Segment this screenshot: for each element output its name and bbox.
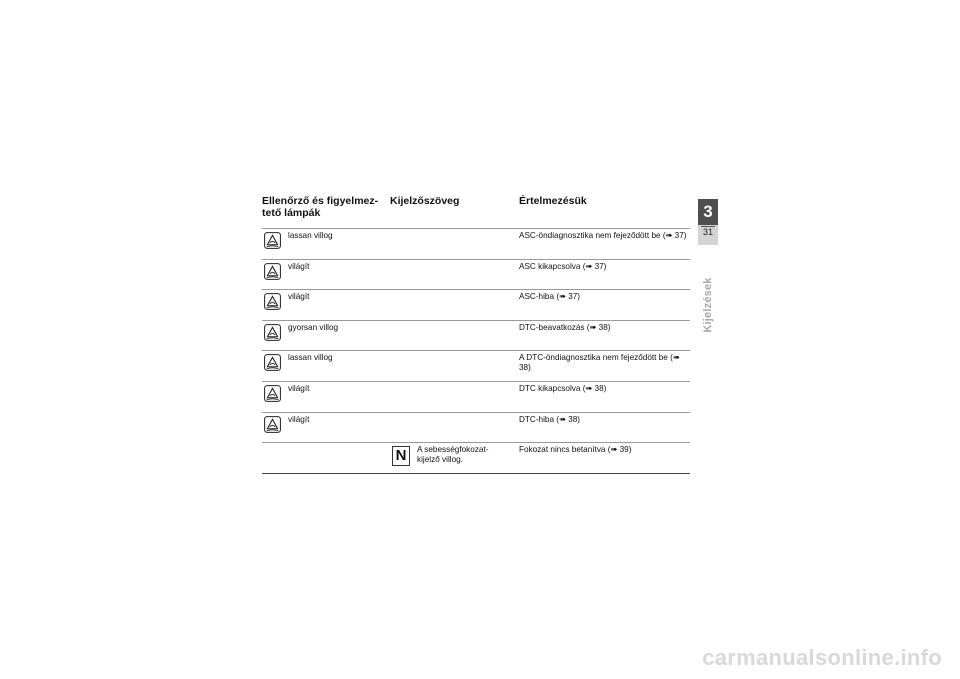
header-meaning: Értelmezésük	[519, 195, 587, 207]
lamp-state: világít	[288, 292, 310, 302]
chapter-number: 3	[698, 199, 718, 225]
display-text: A sebességfokozat-kijelző villog.	[417, 445, 489, 465]
lamp-state: gyorsan villog	[288, 322, 339, 332]
lamp-state: lassan villog	[288, 231, 333, 240]
meaning-text: Fokozat nincs betanítva (➠ 39)	[519, 445, 632, 455]
asc-dtc-warning-icon	[264, 354, 281, 371]
asc-dtc-warning-icon	[264, 263, 281, 280]
chapter-side-title: Kijelzések	[702, 277, 714, 333]
meaning-text: A DTC-öndiagnosztika nem fejeződött be (➠ 38)	[519, 353, 680, 373]
table-row	[262, 321, 690, 352]
asc-dtc-warning-icon	[264, 324, 281, 341]
header-lamps: Ellenőrző és figyelmez-tető lámpák	[262, 195, 379, 219]
lamp-state: lassan villog	[288, 353, 333, 363]
meaning-text: ASC-öndiagnosztika nem fejeződött be (➠ 37)	[519, 231, 687, 240]
watermark: carmanualsonline.info	[702, 645, 942, 670]
table-row	[262, 260, 690, 291]
header-display-text: Kijelzőszöveg	[390, 195, 460, 207]
table-row	[262, 382, 690, 413]
meaning-text: DTC kikapcsolva (➠ 38)	[519, 383, 607, 393]
meaning-text: DTC-beavatkozás (➠ 38)	[519, 322, 611, 332]
table-row	[262, 290, 690, 321]
lamp-state: világít	[288, 414, 310, 424]
meaning-text: DTC-hiba (➠ 38)	[519, 414, 581, 424]
indicator-table	[262, 195, 690, 474]
lamp-state: világít	[288, 261, 310, 271]
asc-dtc-warning-icon	[264, 293, 281, 310]
neutral-gear-n-icon: N	[392, 446, 410, 466]
table-header	[262, 195, 690, 229]
table-row	[262, 413, 690, 444]
asc-dtc-warning-icon	[264, 232, 281, 249]
meaning-text: ASC kikapcsolva (➠ 37)	[519, 261, 607, 271]
table-row	[262, 443, 690, 474]
table-row	[262, 229, 690, 260]
table-row	[262, 351, 690, 382]
page-number: 31	[702, 227, 713, 237]
lamp-state: világít	[288, 383, 310, 393]
meaning-text: ASC-hiba (➠ 37)	[519, 292, 581, 302]
asc-dtc-warning-icon	[264, 385, 281, 402]
asc-dtc-warning-icon	[264, 416, 281, 433]
chapter-tab	[698, 199, 718, 245]
